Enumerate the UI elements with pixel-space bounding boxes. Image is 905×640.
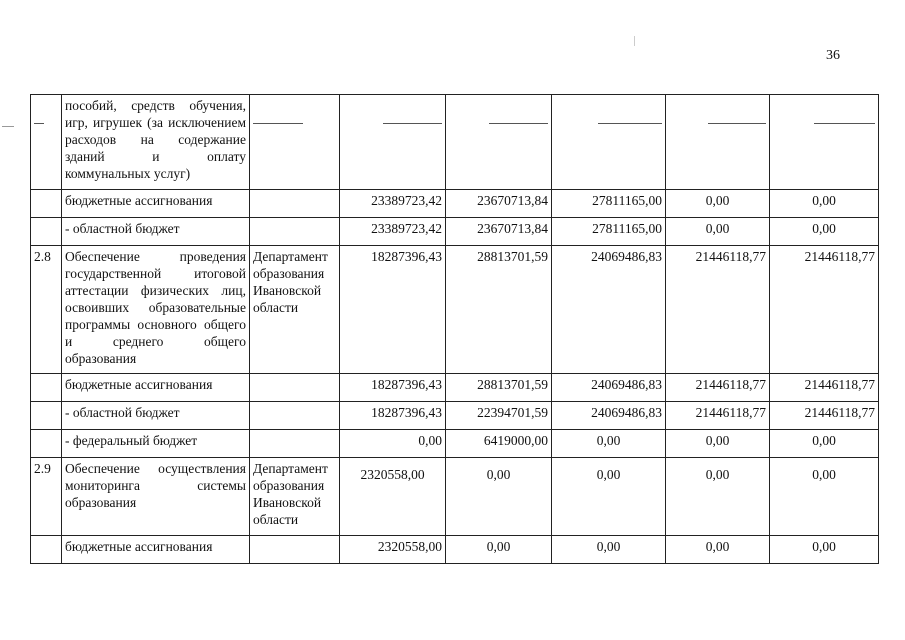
amount-cell: 24069486,83: [552, 402, 666, 430]
amount-cell: 24069486,83: [552, 374, 666, 402]
amount-cell: 18287396,43: [340, 246, 446, 374]
amount-cell: 0,00: [552, 536, 666, 564]
scan-artifact: [2, 126, 14, 127]
row-description: Обеспечение осуществления мониторинга системы образования: [62, 458, 250, 536]
amount-cell: 0,00: [770, 190, 879, 218]
amount-cell: [770, 95, 879, 190]
amount-cell: 21446118,77: [666, 402, 770, 430]
amount-cell: 0,00: [666, 190, 770, 218]
amount-cell: 21446118,77: [770, 374, 879, 402]
table-row: [31, 536, 879, 564]
row-index: [31, 218, 62, 246]
row-department: [250, 218, 340, 246]
table-row: [31, 374, 879, 402]
amount-cell: 0,00: [446, 536, 552, 564]
table-row: [31, 246, 879, 374]
row-description: Обеспечение проведения государственной итоговой аттестации физических лиц, освоивших образовательные программы основного общего и среднего общего образования: [62, 246, 250, 374]
amount-cell: 0,00: [552, 430, 666, 458]
row-description: бюджетные ассигнования: [62, 374, 250, 402]
row-index: [31, 430, 62, 458]
amount-cell: 28813701,59: [446, 374, 552, 402]
row-index: [31, 402, 62, 430]
amount-cell: 0,00: [340, 430, 446, 458]
table-row: [31, 458, 879, 536]
table-row: [31, 430, 879, 458]
row-index: 2.9: [31, 458, 62, 536]
amount-cell: 18287396,43: [340, 374, 446, 402]
row-department: [250, 402, 340, 430]
row-index: [31, 190, 62, 218]
amount-cell: [552, 95, 666, 190]
amount-cell: 0,00: [770, 218, 879, 246]
amount-cell: 2320558,00: [340, 536, 446, 564]
amount-cell: 0,00: [666, 458, 770, 536]
row-department: [250, 95, 340, 190]
page-number: 36: [826, 48, 840, 63]
amount-cell: 27811165,00: [552, 218, 666, 246]
amount-cell: 0,00: [770, 458, 879, 536]
scan-artifact: [634, 36, 635, 46]
amount-cell: 21446118,77: [666, 246, 770, 374]
row-description: - федеральный бюджет: [62, 430, 250, 458]
row-description: - областной бюджет: [62, 218, 250, 246]
amount-cell: 6419000,00: [446, 430, 552, 458]
amount-cell: 24069486,83: [552, 246, 666, 374]
row-department: Департамент образования Ивановской области: [250, 246, 340, 374]
row-index: [31, 374, 62, 402]
amount-cell: 2320558,00: [340, 458, 446, 536]
amount-cell: 0,00: [552, 458, 666, 536]
row-description: - областной бюджет: [62, 402, 250, 430]
amount-cell: 0,00: [770, 430, 879, 458]
amount-cell: 22394701,59: [446, 402, 552, 430]
row-department: [250, 190, 340, 218]
amount-cell: 27811165,00: [552, 190, 666, 218]
amount-cell: 0,00: [446, 458, 552, 536]
table-row: [31, 402, 879, 430]
amount-cell: 28813701,59: [446, 246, 552, 374]
amount-cell: 23389723,42: [340, 218, 446, 246]
budget-table: [30, 94, 879, 564]
amount-cell: [446, 95, 552, 190]
amount-cell: 23670713,84: [446, 190, 552, 218]
amount-cell: 21446118,77: [770, 402, 879, 430]
row-index: [31, 536, 62, 564]
row-department: [250, 374, 340, 402]
amount-cell: 0,00: [666, 430, 770, 458]
row-department: [250, 536, 340, 564]
row-description: бюджетные ассигнования: [62, 536, 250, 564]
table-row: [31, 218, 879, 246]
amount-cell: [666, 95, 770, 190]
amount-cell: 21446118,77: [770, 246, 879, 374]
amount-cell: 23389723,42: [340, 190, 446, 218]
row-description: пособий, средств обучения, игр, игрушек (за исключением расходов на содержание зданий и оплату коммунальных услуг): [62, 95, 250, 190]
table-row: [31, 190, 879, 218]
amount-cell: 21446118,77: [666, 374, 770, 402]
row-department: Департамент образования Ивановской области: [250, 458, 340, 536]
amount-cell: 18287396,43: [340, 402, 446, 430]
row-index: [31, 95, 62, 190]
row-department: [250, 430, 340, 458]
amount-cell: 0,00: [666, 536, 770, 564]
row-index: 2.8: [31, 246, 62, 374]
amount-cell: 0,00: [770, 536, 879, 564]
row-description: бюджетные ассигнования: [62, 190, 250, 218]
amount-cell: [340, 95, 446, 190]
amount-cell: 23670713,84: [446, 218, 552, 246]
amount-cell: 0,00: [666, 218, 770, 246]
table-row: [31, 95, 879, 190]
